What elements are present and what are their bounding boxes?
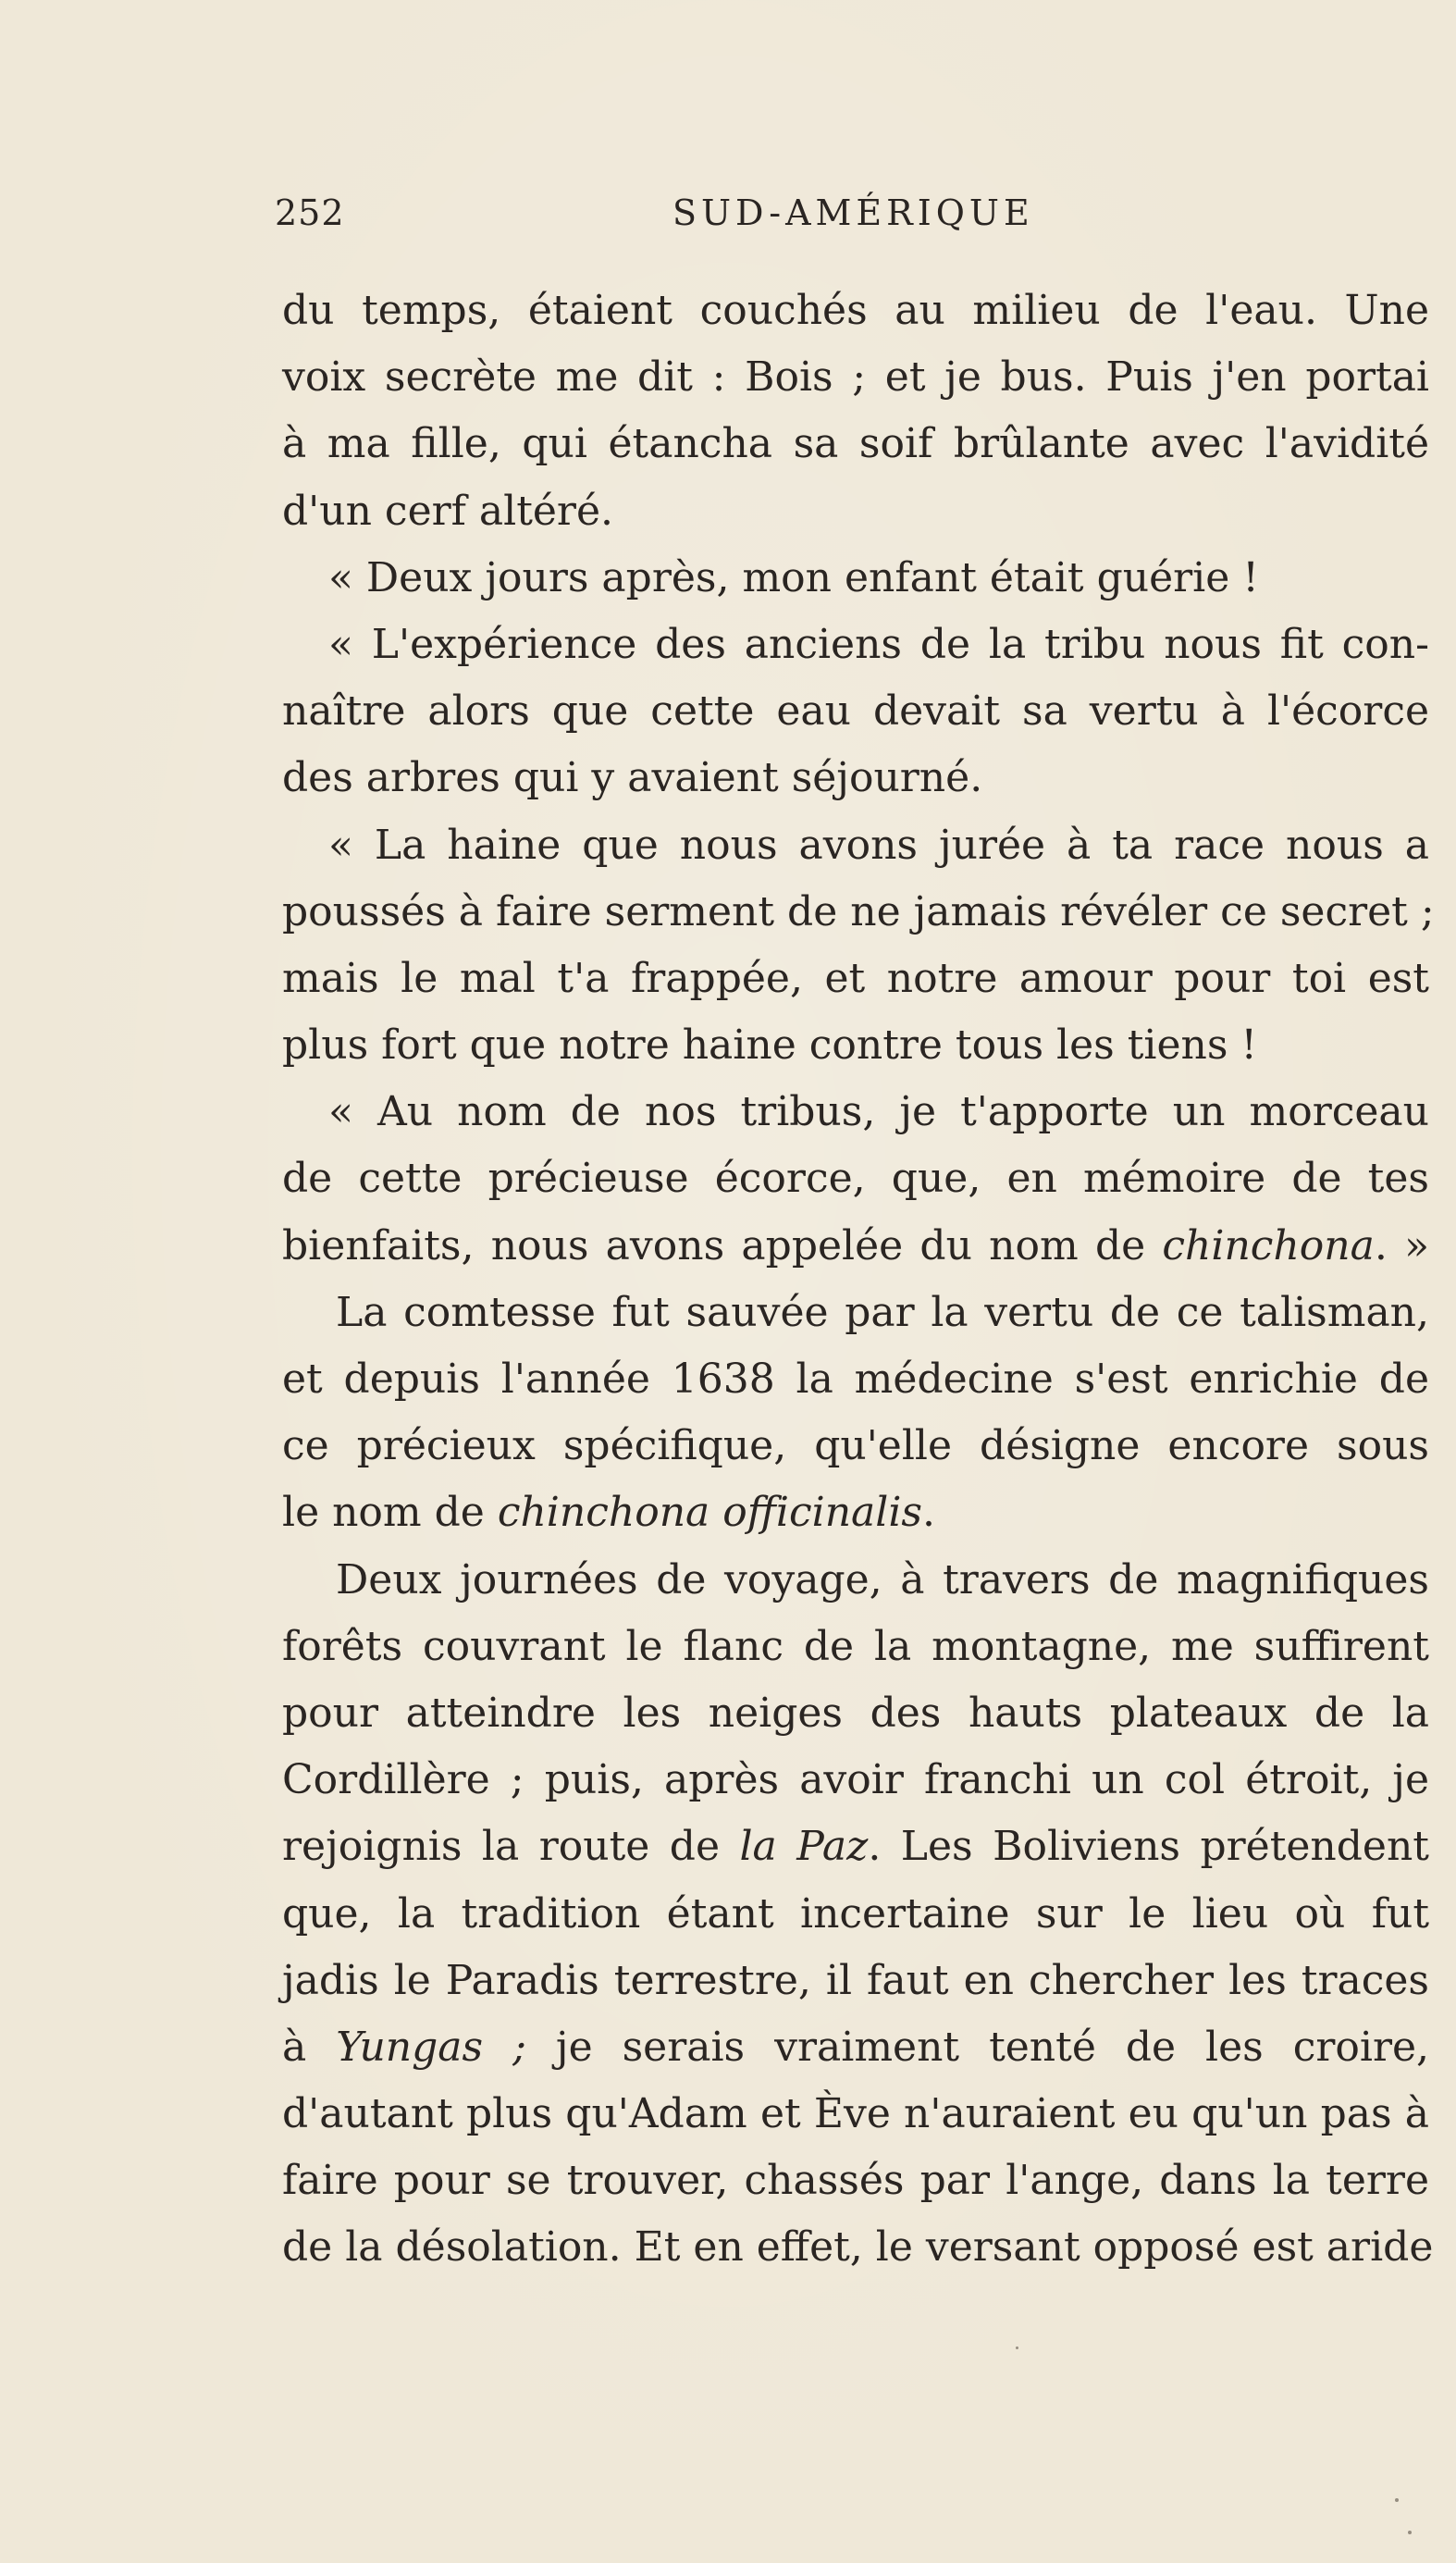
text-line: à ma fille, qui étancha sa soif brûlante avec l'avidité	[282, 420, 1429, 468]
text-line: pour atteindre les neiges des hauts plateaux de la	[282, 1689, 1429, 1737]
text-line	[282, 1480, 1429, 1546]
text-line: que, la tradition étant incertaine sur le lieu où fut	[282, 1889, 1429, 1938]
italic-term: Yungas ;	[336, 2023, 526, 2071]
text-line: d'autant plus qu'Adam et Ève n'auraient eu qu'un pas à	[282, 2090, 1429, 2138]
text-fragment: rejoignis la route de	[282, 1823, 740, 1871]
text-line: faire pour se trouver, chassés par l'ange, dans la terre	[282, 2157, 1429, 2205]
text-line: « L'expérience des anciens de la tribu nous fit con-	[328, 620, 1429, 668]
paper-speck	[1016, 2346, 1018, 2349]
paper-speck	[1395, 2498, 1399, 2502]
body-text	[282, 278, 1435, 2282]
text-fragment: je serais vraiment tenté de les croire,	[525, 2023, 1430, 2071]
text-line: « Au nom de nos tribus, je t'apporte un morceau	[328, 1088, 1429, 1136]
text-line: ce précieux spécifique, qu'elle désigne encore sous	[282, 1422, 1429, 1470]
text-line: du temps, étaient couchés au milieu de l'eau. Une	[282, 287, 1429, 334]
text-line	[282, 2014, 1429, 2081]
text-line: et depuis l'année 1638 la médecine s'est enrichie de	[282, 1356, 1429, 1403]
text-line: poussés à faire serment de ne jamais révéler ce secret ;	[282, 887, 1435, 935]
text-line: Cordillère ; puis, après avoir franchi un col étroit, je	[282, 1756, 1429, 1804]
italic-term: chinchona officinalis	[497, 1489, 922, 1537]
text-line: d'un cerf altéré.	[282, 487, 613, 535]
text-line: La comtesse fut sauvée par la vertu de ce talisman,	[336, 1288, 1429, 1336]
text-fragment: à	[282, 2023, 337, 2071]
page-header	[275, 192, 1431, 239]
italic-term: chinchona	[1162, 1221, 1375, 1269]
text-fragment: . »	[1374, 1221, 1429, 1269]
text-line: forêts couvrant le flanc de la montagne, me suffirent	[282, 1622, 1429, 1670]
text-line: « La haine que nous avons jurée à ta race nous a	[328, 821, 1429, 869]
text-line: voix secrète me dit : Bois ; et je bus. Puis j'en portai	[282, 353, 1429, 402]
text-fragment: bienfaits, nous avons appelée du nom de	[282, 1221, 1163, 1269]
text-line: naître alors que cette eau devait sa vertu à l'écorce	[282, 687, 1429, 736]
text-line: des arbres qui y avaient séjourné.	[282, 754, 983, 802]
paper-speck	[1408, 2531, 1412, 2534]
running-title: SUD-AMÉRIQUE	[672, 192, 1034, 233]
text-line: « Deux jours après, mon enfant était guérie !	[328, 553, 1259, 601]
text-fragment: . Les Boliviens prétendent	[868, 1823, 1429, 1871]
text-line	[282, 1814, 1429, 1880]
text-line: de la désolation. Et en effet, le versant opposé est aride	[282, 2223, 1434, 2272]
text-fragment: le nom de	[282, 1489, 498, 1537]
text-line	[282, 1213, 1429, 1280]
text-line: plus fort que notre haine contre tous les tiens !	[282, 1021, 1258, 1070]
text-fragment: .	[922, 1489, 935, 1537]
text-line: jadis le Paradis terrestre, il faut en chercher les traces	[282, 1956, 1429, 2004]
text-line: de cette précieuse écorce, que, en mémoire de tes	[282, 1155, 1429, 1203]
italic-term: la Paz	[739, 1823, 869, 1871]
page-number: 252	[275, 192, 345, 233]
text-line: Deux journées de voyage, à travers de magnifiques	[336, 1555, 1429, 1603]
text-line: mais le mal t'a frappée, et notre amour pour toi est	[282, 954, 1429, 1002]
